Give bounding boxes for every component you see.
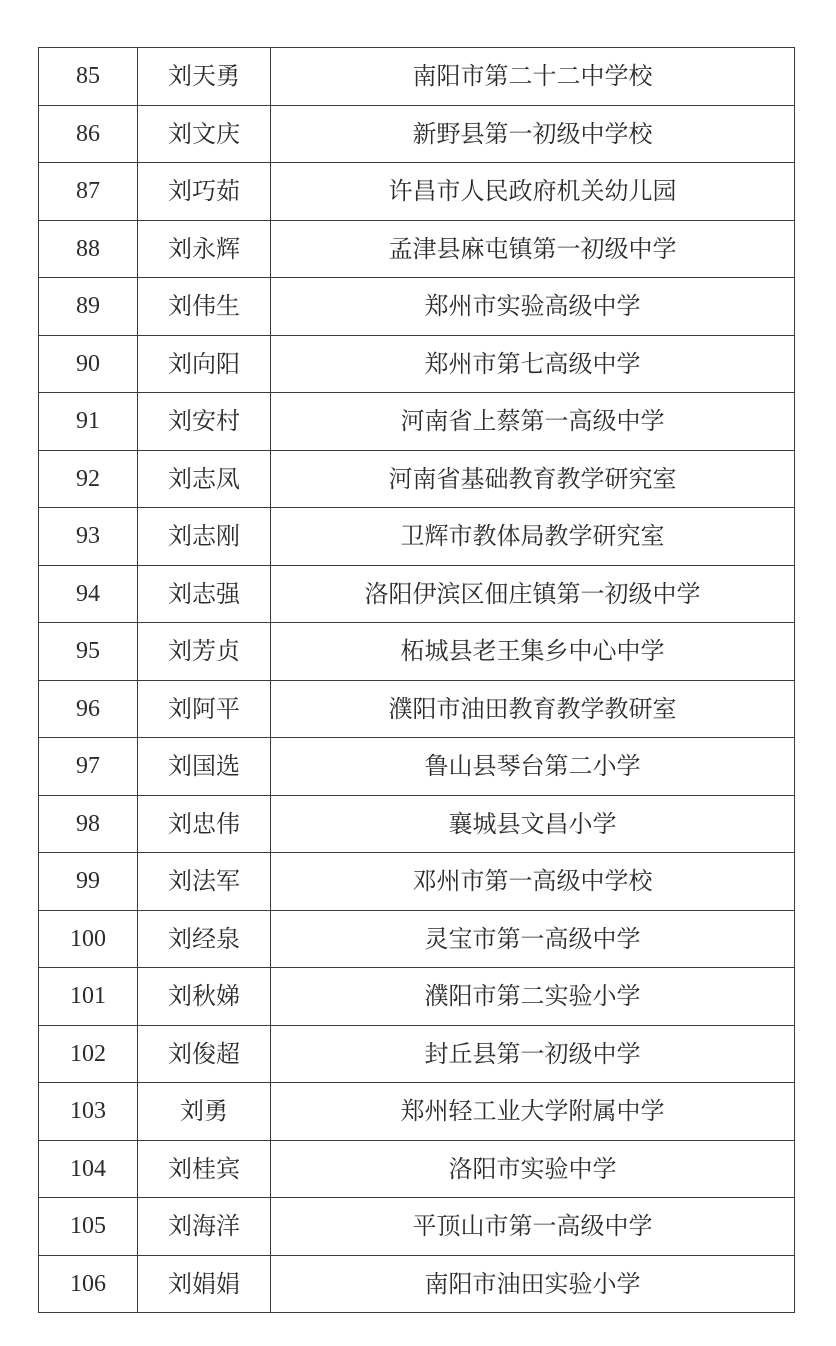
- work-unit-cell: 许昌市人民政府机关幼儿园: [271, 163, 795, 221]
- work-unit-cell: 洛阳市实验中学: [271, 1140, 795, 1198]
- row-number-cell: 105: [39, 1198, 138, 1256]
- table-row: [39, 910, 795, 968]
- person-name-cell: 刘巧茹: [138, 163, 271, 221]
- person-name-cell: 刘志强: [138, 565, 271, 623]
- table-row: [39, 163, 795, 221]
- table-body: [39, 48, 795, 1313]
- work-unit-cell: 洛阳伊滨区佃庄镇第一初级中学: [271, 565, 795, 623]
- row-number-cell: 99: [39, 853, 138, 911]
- row-number-cell: 86: [39, 105, 138, 163]
- table-row: [39, 450, 795, 508]
- person-name-cell: 刘勇: [138, 1083, 271, 1141]
- work-unit-cell: 河南省上蔡第一高级中学: [271, 393, 795, 451]
- person-name-cell: 刘忠伟: [138, 795, 271, 853]
- person-name-cell: 刘芳贞: [138, 623, 271, 681]
- work-unit-cell: 卫辉市教体局教学研究室: [271, 508, 795, 566]
- table-row: [39, 680, 795, 738]
- person-name-cell: 刘向阳: [138, 335, 271, 393]
- row-number-cell: 91: [39, 393, 138, 451]
- person-name-cell: 刘志凤: [138, 450, 271, 508]
- work-unit-cell: 灵宝市第一高级中学: [271, 910, 795, 968]
- work-unit-cell: 郑州轻工业大学附属中学: [271, 1083, 795, 1141]
- work-unit-cell: 邓州市第一高级中学校: [271, 853, 795, 911]
- person-name-cell: 刘永辉: [138, 220, 271, 278]
- work-unit-cell: 襄城县文昌小学: [271, 795, 795, 853]
- person-name-cell: 刘志刚: [138, 508, 271, 566]
- table-row: [39, 1198, 795, 1256]
- row-number-cell: 85: [39, 48, 138, 106]
- row-number-cell: 102: [39, 1025, 138, 1083]
- table-row: [39, 565, 795, 623]
- work-unit-cell: 平顶山市第一高级中学: [271, 1198, 795, 1256]
- work-unit-cell: 郑州市第七高级中学: [271, 335, 795, 393]
- table-row: [39, 278, 795, 336]
- table-row: [39, 1025, 795, 1083]
- person-name-cell: 刘经泉: [138, 910, 271, 968]
- row-number-cell: 95: [39, 623, 138, 681]
- table-row: [39, 1255, 795, 1313]
- person-name-cell: 刘伟生: [138, 278, 271, 336]
- person-name-cell: 刘俊超: [138, 1025, 271, 1083]
- row-number-cell: 94: [39, 565, 138, 623]
- table-row: [39, 105, 795, 163]
- name-list-table: [38, 47, 795, 1313]
- person-name-cell: 刘秋娣: [138, 968, 271, 1026]
- row-number-cell: 92: [39, 450, 138, 508]
- work-unit-cell: 鲁山县琴台第二小学: [271, 738, 795, 796]
- work-unit-cell: 濮阳市第二实验小学: [271, 968, 795, 1026]
- person-name-cell: 刘安村: [138, 393, 271, 451]
- row-number-cell: 103: [39, 1083, 138, 1141]
- row-number-cell: 106: [39, 1255, 138, 1313]
- person-name-cell: 刘天勇: [138, 48, 271, 106]
- work-unit-cell: 濮阳市油田教育教学教研室: [271, 680, 795, 738]
- table-row: [39, 335, 795, 393]
- row-number-cell: 98: [39, 795, 138, 853]
- table-row: [39, 738, 795, 796]
- table-row: [39, 1140, 795, 1198]
- person-name-cell: 刘法军: [138, 853, 271, 911]
- work-unit-cell: 封丘县第一初级中学: [271, 1025, 795, 1083]
- person-name-cell: 刘娟娟: [138, 1255, 271, 1313]
- row-number-cell: 87: [39, 163, 138, 221]
- work-unit-cell: 河南省基础教育教学研究室: [271, 450, 795, 508]
- person-name-cell: 刘文庆: [138, 105, 271, 163]
- work-unit-cell: 柘城县老王集乡中心中学: [271, 623, 795, 681]
- person-name-cell: 刘阿平: [138, 680, 271, 738]
- table-row: [39, 853, 795, 911]
- table-row: [39, 968, 795, 1026]
- table-row: [39, 393, 795, 451]
- row-number-cell: 100: [39, 910, 138, 968]
- table-row: [39, 48, 795, 106]
- work-unit-cell: 郑州市实验高级中学: [271, 278, 795, 336]
- row-number-cell: 93: [39, 508, 138, 566]
- row-number-cell: 104: [39, 1140, 138, 1198]
- person-name-cell: 刘国选: [138, 738, 271, 796]
- table-row: [39, 623, 795, 681]
- row-number-cell: 88: [39, 220, 138, 278]
- work-unit-cell: 新野县第一初级中学校: [271, 105, 795, 163]
- table-row: [39, 795, 795, 853]
- person-name-cell: 刘海洋: [138, 1198, 271, 1256]
- row-number-cell: 97: [39, 738, 138, 796]
- person-name-cell: 刘桂宾: [138, 1140, 271, 1198]
- table-row: [39, 508, 795, 566]
- work-unit-cell: 南阳市油田实验小学: [271, 1255, 795, 1313]
- table-row: [39, 1083, 795, 1141]
- row-number-cell: 101: [39, 968, 138, 1026]
- table-row: [39, 220, 795, 278]
- work-unit-cell: 南阳市第二十二中学校: [271, 48, 795, 106]
- work-unit-cell: 孟津县麻屯镇第一初级中学: [271, 220, 795, 278]
- row-number-cell: 89: [39, 278, 138, 336]
- row-number-cell: 96: [39, 680, 138, 738]
- row-number-cell: 90: [39, 335, 138, 393]
